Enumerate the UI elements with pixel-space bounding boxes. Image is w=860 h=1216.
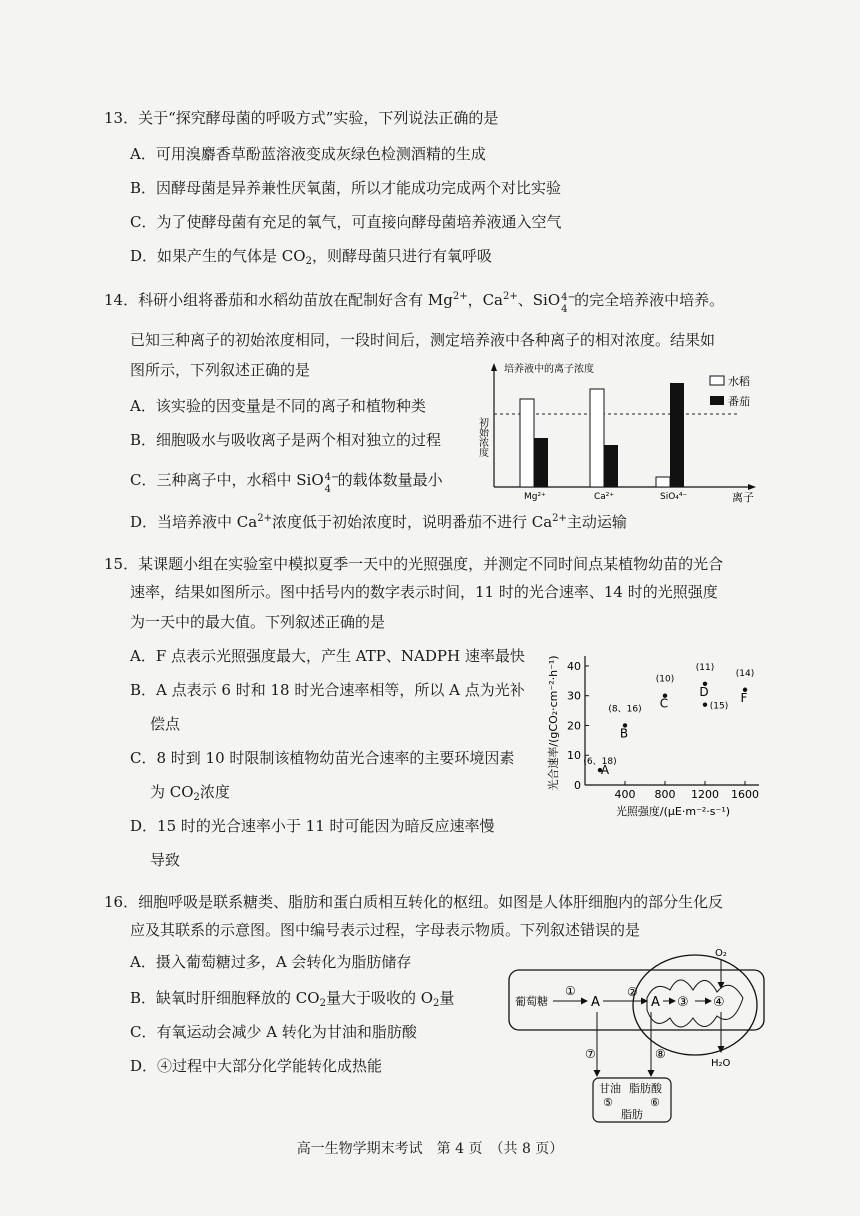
q14-option-c: C．三种离子中，水稻中 SiO 4− 4 的载体数量最小	[130, 471, 443, 495]
scatter-xtick-label: 800	[654, 788, 676, 801]
diagram-process-1: ①	[565, 984, 576, 998]
scatter-ytick-label: 40	[567, 659, 581, 673]
bar-ca-tomato	[604, 445, 618, 487]
legend-rice-swatch	[710, 376, 724, 385]
diagram-process-3: ③	[677, 995, 689, 1010]
q15-option-d1: D．15 时的光合速率小于 11 时可能因为暗反应速率慢	[130, 817, 495, 835]
scatter-point-label: A	[600, 763, 610, 778]
diagram-process-6: ⑥	[650, 1096, 660, 1109]
q16-option-d: D．④过程中大部分化学能转化成热能	[130, 1057, 383, 1075]
scatter-ylabel: 光合速率/(gCO₂·cm⁻²·h⁻¹)	[547, 655, 560, 791]
scatter-point-label: D	[699, 684, 709, 699]
scatter-xtick-label: 1200	[691, 788, 719, 801]
scatter-point-time: (15)	[709, 701, 729, 712]
photosynthesis-scatter-chart	[545, 645, 770, 830]
q14-option-d: D．当培养液中 $Ca^{2+}$浓度低于初始浓度时，说明番茄不进行 $Ca^{2+}$主动运输	[130, 513, 627, 531]
scatter-point-label: C	[659, 696, 669, 711]
q15-stem: 15．某课题小组在实验室中模拟夏季一天中的光照强度，并测定不同时间点某植物幼苗的光合	[104, 555, 724, 573]
diagram-substance-a1: A	[591, 995, 600, 1010]
diagram-process-7: ⑦	[585, 1047, 596, 1061]
q16-option-b: B．缺氧时肝细胞释放的 $CO_2$量大于吸收的 $O_2$量	[130, 989, 455, 1009]
diagram-glycerol: 甘油	[599, 1082, 621, 1095]
liver-cell-metabolism-diagram	[505, 940, 775, 1125]
q15-option-c1: C．8 时到 10 时限制该植物幼苗光合速率的主要环境因素	[130, 749, 515, 767]
scatter-point-label: F	[740, 690, 748, 705]
bar-chart-ylabel: 培养液中的离子浓度	[504, 364, 594, 375]
legend-tomato-label: 番茄	[728, 395, 750, 408]
diagram-substance-a2: A	[651, 995, 660, 1010]
legend-tomato-swatch	[710, 396, 724, 405]
scatter-point	[703, 702, 707, 706]
scatter-ytick-label: 20	[567, 719, 581, 733]
diagram-fat: 脂肪	[621, 1108, 643, 1121]
q16-line2: 应及其联系的示意图。图中编号表示过程，字母表示物质。下列叙述错误的是	[130, 921, 641, 939]
q14-line3: 图所示，下列叙述正确的是	[130, 361, 311, 379]
q16-option-c: C．有氧运动会减少 A 转化为甘油和脂肪酸	[130, 1023, 417, 1041]
diagram-process-4: ④	[713, 995, 725, 1010]
bar-si-tomato	[670, 383, 684, 487]
page-footer: 高一生物学期末考试 第 4 页 （共 8 页）	[296, 1141, 564, 1157]
scatter-point-time: (6、18)	[583, 757, 617, 768]
q14-line2: 已知三种离子的初始浓度相同，一段时间后，测定培养液中各种离子的相对浓度。结果如	[130, 331, 716, 349]
q13-stem: 13．关于“探究酵母菌的呼吸方式”实验，下列说法正确的是	[104, 109, 499, 127]
scatter-xlabel: 光照强度/(μE·m⁻²·s⁻¹)	[615, 805, 731, 818]
q15-line3: 为一天中的最大值。下列叙述正确的是	[130, 613, 386, 631]
q16-stem: 16．细胞呼吸是联系糖类、脂肪和蛋白质相互转化的枢纽。如图是人体肝细胞内的部分生化反	[104, 893, 724, 911]
bar-cat-si: SiO₄⁴⁻	[660, 492, 688, 502]
scatter-point-time: (8、16)	[608, 704, 642, 715]
bar-chart-xlabel: 离子	[732, 491, 754, 504]
q15-option-a: A．F 点表示光照强度最大，产生 ATP、NADPH 速率最快	[130, 647, 525, 665]
bar-cat-mg: Mg²⁺	[524, 492, 546, 502]
bar-mg-rice	[520, 399, 534, 487]
scatter-point-time: (10)	[655, 674, 675, 685]
diagram-glucose: 葡萄糖	[515, 995, 548, 1008]
q15-option-d2: 导致	[150, 851, 181, 869]
diagram-process-5: ⑤	[603, 1096, 613, 1109]
bar-mg-tomato	[534, 438, 548, 487]
scatter-ytick-label: 30	[567, 689, 581, 703]
scatter-point-time: (11)	[695, 662, 715, 673]
q14-option-a: A．该实验的因变量是不同的离子和植物种类	[130, 397, 426, 415]
diagram-process-8: ⑧	[655, 1047, 666, 1061]
bar-si-rice	[656, 477, 670, 487]
q13-option-c: C．为了使酵母菌有充足的氧气，可直接向酵母菌培养液通入空气	[130, 213, 562, 231]
q14-stem: 14．科研小组将番茄和水稻幼苗放在配制好含有 $Mg^{2+}$，$Ca^{2+}$、SiO 4− 4 的完全培养液中培养。	[104, 291, 725, 315]
scatter-ytick-label: 0	[574, 779, 581, 792]
q16-option-a: A．摄入葡萄糖过多，A 会转化为脂肪储存	[130, 953, 412, 971]
legend-rice-label: 水稻	[728, 375, 750, 388]
q15-option-c2: 为 $CO_2$浓度	[150, 783, 230, 803]
diagram-fattyacid: 脂肪酸	[629, 1082, 662, 1095]
bar-chart-initial-label: 初始浓度	[476, 417, 488, 457]
scatter-xtick-label: 1600	[731, 788, 759, 801]
scatter-point-time: (14)	[735, 668, 755, 679]
mitochondrion-cristae	[647, 980, 743, 1027]
scatter-points	[583, 663, 754, 777]
bar-y-arrow	[491, 363, 497, 371]
q14-option-b: B．细胞吸水与吸收离子是两个相对独立的过程	[130, 431, 442, 449]
q13-option-a: A．可用溴麝香草酚蓝溶液变成灰绿色检测酒精的生成	[130, 145, 486, 163]
q13-option-d: D．如果产生的气体是 $CO_2$，则酵母菌只进行有氧呼吸	[130, 247, 492, 267]
scatter-xtick-label: 400	[614, 788, 636, 801]
q15-option-b1: B．A 点表示 6 时和 18 时光合速率相等，所以 A 点为光补	[130, 681, 525, 699]
ion-concentration-chart	[470, 355, 770, 505]
scatter-point-label: B	[619, 726, 629, 741]
q13-option-b: B．因酵母菌是异养兼性厌氧菌，所以才能成功完成两个对比实验	[130, 179, 562, 197]
bar-x-arrow	[748, 484, 756, 490]
bar-ca-rice	[590, 389, 604, 487]
bar-cat-ca: Ca²⁺	[594, 492, 615, 502]
diagram-process-2: ②	[627, 985, 638, 999]
diagram-o2: O₂	[715, 948, 727, 959]
q15-option-b2: 偿点	[150, 715, 181, 733]
scatter-ytick-label: 10	[567, 749, 581, 763]
q15-line2: 速率，结果如图所示。图中括号内的数字表示时间，11 时的光合速率、14 时的光照强度	[130, 583, 718, 601]
diagram-h2o: H₂O	[711, 1058, 731, 1069]
